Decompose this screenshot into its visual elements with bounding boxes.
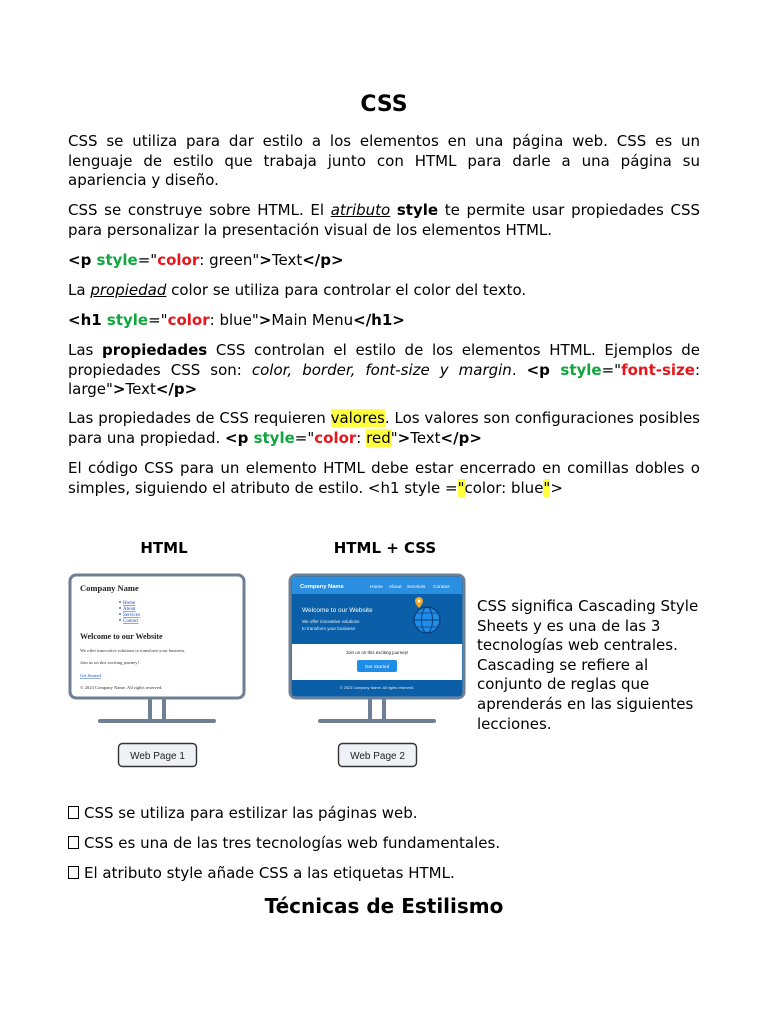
web2-heading: Welcome to our Website [302, 607, 373, 614]
web-page-1-button[interactable] [117, 742, 199, 769]
web-page-2-button[interactable] [337, 742, 419, 769]
web1-line1: We offer innovative solutions to transform your business. [80, 648, 186, 653]
web1-link-home[interactable]: Home [123, 601, 136, 606]
checkbox-icon [68, 836, 79, 849]
bullet-item: CSS es una de las tres tecnologías web fundamentales. [68, 834, 500, 854]
web2-join: Join us on this exciting journey! [345, 650, 409, 655]
web1-link-services[interactable]: Services [123, 613, 140, 618]
web1-link-contact[interactable]: Contact [123, 619, 139, 624]
web2-nav-contact[interactable]: Contact [433, 585, 450, 590]
code-example-2: <h1 style="color: blue">Main Menu</h1> [68, 311, 405, 329]
style-attribute-paragraph: CSS se construye sobre HTML. El atributo style te permite usar propiedades CSS para personalizar la presentación visual de los elementos HTML. [68, 201, 700, 239]
html-css-label: HTML + CSS [333, 539, 437, 557]
css-definition-text: CSS significa Cascading Style Sheets y es una de las 3 tecnologías web centrales. Cascading se refiere al conjunto de reglas que aprenderás en las siguientes lecciones. [477, 597, 699, 733]
propiedad-term: propiedad [90, 281, 167, 299]
bullet-item: El atributo style añade CSS a las etiquetas HTML. [68, 864, 455, 884]
web-page-1-label: Web Page 1 [130, 751, 185, 762]
checkbox-icon [68, 806, 79, 819]
code-example-1: <p style="color: green">Text</p> [68, 251, 344, 269]
globe-icon [414, 607, 440, 633]
intro-paragraph: CSS se utiliza para dar estilo a los elementos en una página web. CSS es un lenguaje de estilo que trabaja junto con HTML para darle a una página su apariencia y diseño. [68, 132, 700, 190]
web1-link-about[interactable]: About [123, 607, 136, 612]
quotes-paragraph: El código CSS para un elemento HTML debe estar encerrado en comillas dobles o simples, siguiendo el atributo de estilo. <h1 style ="color: blue"> [68, 459, 700, 497]
web2-nav-home[interactable]: Home [370, 585, 383, 590]
web2-nav-about[interactable]: About [389, 585, 402, 590]
style-term: style [396, 201, 439, 219]
web1-line2: Join us on this exciting journey! [80, 660, 140, 665]
valores-highlight: valores [330, 409, 385, 427]
web1-company: Company Name [80, 583, 139, 593]
property-paragraph: La propiedad color se utiliza para controlar el color del texto. [68, 281, 527, 299]
web2-company: Company Name [300, 584, 344, 590]
atributo-term: atributo [330, 201, 391, 219]
html-label: HTML [140, 539, 188, 557]
web2-footer: © 2023 Company Name. All rights reserved. [339, 686, 415, 690]
section-subtitle: Técnicas de Estilismo [264, 894, 504, 918]
web2-line2: to transform your business [302, 626, 356, 631]
web2-cta-button[interactable]: Get Started [364, 665, 390, 670]
web2-nav-services[interactable]: Services [407, 585, 426, 590]
checkbox-icon [68, 866, 79, 879]
web2-line1: We offer innovative solutions [302, 619, 360, 624]
properties-paragraph: Las propiedades CSS controlan el estilo de los elementos HTML. Ejemplos de propiedades CSS son: color, border, font-size y margin. <p style="font-size: large">Text</p> [68, 341, 701, 399]
web-page-2-label: Web Page 2 [350, 751, 405, 762]
web1-cta[interactable]: Get Started [80, 673, 101, 678]
web1-heading: Welcome to our Website [80, 632, 163, 641]
red-highlight: red [366, 428, 391, 447]
examples-list: color, border, font-size y margin [251, 360, 512, 379]
values-paragraph: Las propiedades de CSS requieren valores. Los valores son configuraciones posibles para una propiedad. <p style="color: red">Text</p> [68, 409, 700, 447]
page-title: CSS [360, 92, 408, 117]
bullet-item: CSS se utiliza para estilizar las páginas web. [68, 804, 418, 824]
propiedades-term: propiedades [102, 341, 208, 359]
web1-footer: © 2023 Company Name. All rights reserved. [80, 685, 163, 690]
